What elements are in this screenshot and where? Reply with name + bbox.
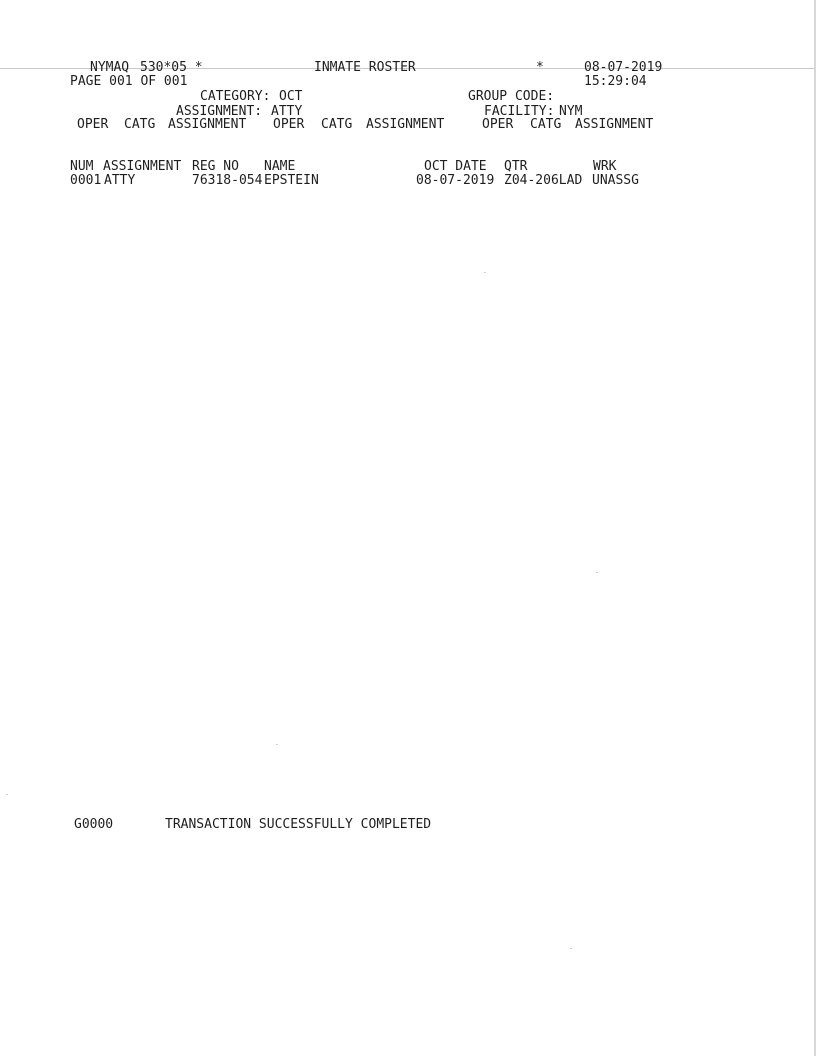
col-assignment: ASSIGNMENT xyxy=(103,159,182,174)
scan-speck xyxy=(276,744,278,745)
scan-speck xyxy=(596,572,598,573)
assignment-header-3: ASSIGNMENT xyxy=(575,117,654,132)
oper-header-3: OPER xyxy=(482,117,514,132)
category-label: CATEGORY: xyxy=(200,89,271,104)
catg-header-3: CATG xyxy=(530,117,562,132)
row-assignment: ATTY xyxy=(104,173,136,188)
row-num: 0001 xyxy=(70,173,102,188)
col-wrk: WRK xyxy=(593,159,617,174)
group-code-label: GROUP CODE: xyxy=(468,89,555,104)
scan-speck xyxy=(484,272,486,273)
scan-speck xyxy=(570,948,572,949)
scan-speck xyxy=(6,794,8,795)
row-oct-date: 08-07-2019 xyxy=(416,173,495,188)
report-date: 08-07-2019 xyxy=(584,60,663,75)
oper-header-2: OPER xyxy=(273,117,305,132)
col-qtr: QTR xyxy=(504,159,528,174)
header-star: * xyxy=(536,60,544,75)
facility-value: NYM xyxy=(559,104,583,119)
row-wrk: UNASSG xyxy=(592,173,639,188)
report-title: INMATE ROSTER xyxy=(314,60,416,75)
col-reg-no: REG NO xyxy=(192,159,239,174)
row-name: EPSTEIN xyxy=(264,173,319,188)
assignment-label: ASSIGNMENT: xyxy=(176,104,263,119)
facility-label: FACILITY: xyxy=(484,104,555,119)
report-time: 15:29:04 xyxy=(584,74,647,89)
catg-header-1: CATG xyxy=(124,117,156,132)
page-indicator: PAGE 001 OF 001 xyxy=(70,74,188,89)
screen-code: 530*05 * xyxy=(140,60,203,75)
system-id: NYMAQ xyxy=(90,60,130,75)
assignment-header-2: ASSIGNMENT xyxy=(366,117,445,132)
category-value: OCT xyxy=(279,89,303,104)
row-qtr: Z04-206LAD xyxy=(504,173,583,188)
status-message: TRANSACTION SUCCESSFULLY COMPLETED xyxy=(165,817,432,832)
col-name: NAME xyxy=(264,159,296,174)
oper-header-1: OPER xyxy=(77,117,109,132)
assignment-header-1: ASSIGNMENT xyxy=(168,117,247,132)
assignment-value: ATTY xyxy=(271,104,303,119)
catg-header-2: CATG xyxy=(321,117,353,132)
col-num: NUM xyxy=(70,159,94,174)
col-oct-date: OCT DATE xyxy=(424,159,487,174)
status-code: G0000 xyxy=(74,817,114,832)
row-reg-no: 76318-054 xyxy=(192,173,263,188)
